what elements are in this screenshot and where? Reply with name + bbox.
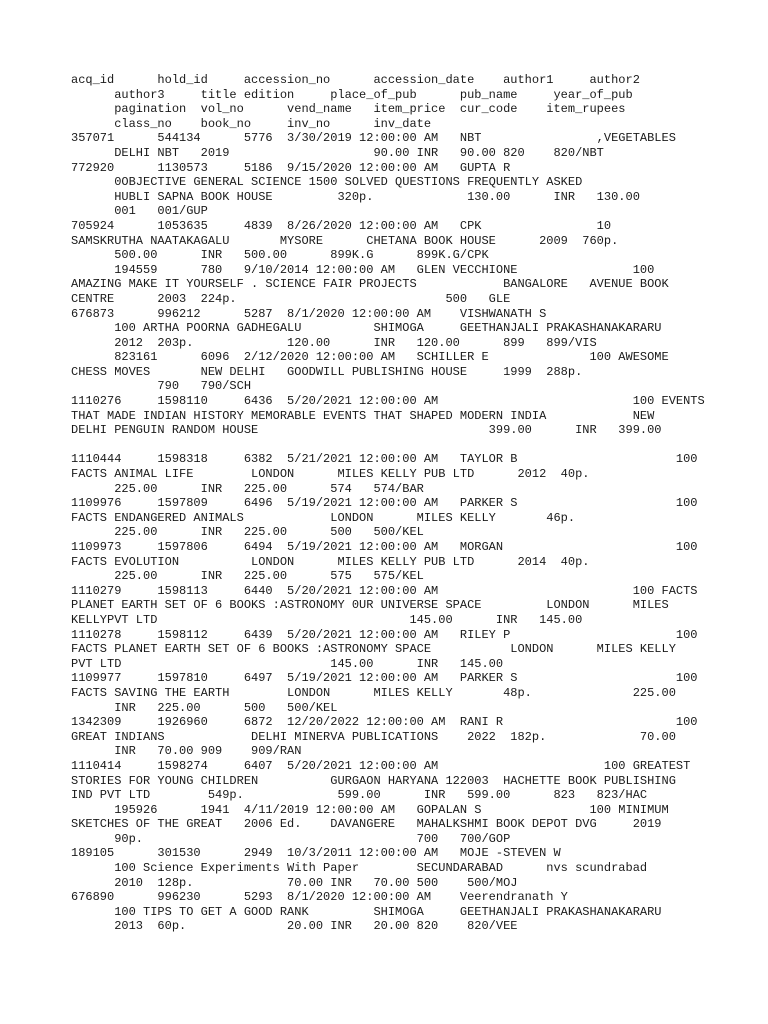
text-line: 100 TIPS TO GET A GOOD RANK SHIMOGA GEETHANJALI PRAKASHANAKARARU [71, 904, 662, 919]
text-line: SAMSKRUTHA NAATAKAGALU MYSORE CHETANA BOOK HOUSE 2009 760p. [71, 233, 619, 248]
text-line: 225.00 INR 225.00 575 575/KEL [71, 569, 424, 584]
text-line [71, 438, 751, 453]
text-line: 1110444 1598318 6382 5/21/2021 12:00:00 AM TAYLOR B 100 [71, 452, 698, 467]
text-line: 1110279 1598113 6440 5/20/2021 12:00:00 AM 100 FACTS [71, 583, 698, 598]
text-line: AMAZING MAKE IT YOURSELF . SCIENCE FAIR PROJECTS BANGALORE AVENUE BOOK [71, 277, 669, 292]
text-line: 2010 128p. 70.00 INR 70.00 500 500/MOJ [71, 875, 518, 890]
text-line: GREAT INDIANS DELHI MINERVA PUBLICATIONS 2022 182p. 70.00 [71, 729, 676, 744]
text-line: 189105 301530 2949 10/3/2011 12:00:00 AM MOJE -STEVEN W [71, 846, 561, 861]
text-line: 1110278 1598112 6439 5/20/2021 12:00:00 AM RILEY P 100 [71, 627, 698, 642]
text-line: 001 001/GUP [71, 204, 208, 219]
text-line: 90p. 700 700/GOP [71, 831, 511, 846]
text-line: DELHI NBT 2019 90.00 INR 90.00 820 820/NBT [71, 145, 604, 160]
text-line: PLANET EARTH SET OF 6 BOOKS :ASTRONOMY 0UR UNIVERSE SPACE LONDON MILES [71, 598, 669, 613]
text-line: FACTS ENDANGERED ANIMALS LONDON MILES KELLY 46p. [71, 510, 576, 525]
text-line: pagination vol_no vend_name item_price cur_code item_rupees [71, 102, 626, 117]
text-line: KELLYPVT LTD 145.00 INR 145.00 [71, 612, 583, 627]
text-line: 772920 1130573 5186 9/15/2020 12:00:00 AM GUPTA R [71, 160, 511, 175]
text-line: 500.00 INR 500.00 899K.G 899K.G/CPK [71, 248, 489, 263]
text-line: CENTRE 2003 224p. 500 GLE [71, 291, 511, 306]
text-line: author3 title edition place_of_pub pub_name year_of_pub [71, 87, 633, 102]
text-line: IND PVT LTD 549p. 599.00 INR 599.00 823 823/HAC [71, 788, 648, 803]
catalog-text-block [71, 73, 751, 934]
text-line: THAT MADE INDIAN HISTORY MEMORABLE EVENTS THAT SHAPED MODERN INDIA NEW [71, 408, 655, 423]
text-line: 225.00 INR 225.00 574 574/BAR [71, 481, 424, 496]
text-line: class_no book_no inv_no inv_date [71, 116, 432, 131]
text-line: 194559 780 9/10/2014 12:00:00 AM GLEN VECCHIONE 100 [71, 262, 655, 277]
text-line: FACTS EVOLUTION LONDON MILES KELLY PUB LTD 2014 40p. [71, 554, 590, 569]
text-line: INR 70.00 909 909/RAN [71, 744, 302, 759]
text-line: 1110414 1598274 6407 5/20/2021 12:00:00 AM 100 GREATEST [71, 758, 691, 773]
text-line: 1342309 1926960 6872 12/20/2022 12:00:00 AM RANI R 100 [71, 715, 698, 730]
text-line: SKETCHES OF THE GREAT 2006 Ed. DAVANGERE MAHALKSHMI BOOK DEPOT DVG 2019 [71, 817, 662, 832]
text-line: 0OBJECTIVE GENERAL SCIENCE 1500 SOLVED QUESTIONS FREQUENTLY ASKED [71, 175, 583, 190]
text-line: 2013 60p. 20.00 INR 20.00 820 820/VEE [71, 919, 518, 934]
text-line: FACTS SAVING THE EARTH LONDON MILES KELLY 48p. 225.00 [71, 685, 676, 700]
text-line: 1110276 1598110 6436 5/20/2021 12:00:00 AM 100 EVENTS [71, 394, 705, 409]
text-line: CHESS MOVES NEW DELHI GOODWILL PUBLISHING HOUSE 1999 288p. [71, 364, 583, 379]
text-line: STORIES FOR YOUNG CHILDREN GURGAON HARYANA 122003 HACHETTE BOOK PUBLISHING [71, 773, 676, 788]
text-line: PVT LTD 145.00 INR 145.00 [71, 656, 504, 671]
text-line: 676873 996212 5287 8/1/2020 12:00:00 AM VISHWANATH S [71, 306, 547, 321]
text-line: DELHI PENGUIN RANDOM HOUSE 399.00 INR 399.00 [71, 423, 662, 438]
text-line: 1109976 1597809 6496 5/19/2021 12:00:00 AM PARKER S 100 [71, 496, 698, 511]
text-line: FACTS ANIMAL LIFE LONDON MILES KELLY PUB LTD 2012 40p. [71, 467, 590, 482]
text-line: 1109973 1597806 6494 5/19/2021 12:00:00 AM MORGAN 100 [71, 540, 698, 554]
text-line: 100 Science Experiments With Paper SECUNDARABAD nvs scundrabad [71, 861, 648, 876]
text-line: 705924 1053635 4839 8/26/2020 12:00:00 AM CPK 10 [71, 218, 612, 233]
text-line: 225.00 INR 225.00 500 500/KEL [71, 525, 424, 540]
text-line: 2012 203p. 120.00 INR 120.00 899 899/VIS [71, 335, 597, 350]
text-line: 1109977 1597810 6497 5/19/2021 12:00:00 AM PARKER S 100 [71, 671, 698, 686]
text-line: HUBLI SAPNA BOOK HOUSE 320p. 130.00 INR 130.00 [71, 189, 640, 204]
text-line: FACTS PLANET EARTH SET OF 6 BOOKS :ASTRONOMY SPACE LONDON MILES KELLY [71, 642, 676, 657]
text-line: 195926 1941 4/11/2019 12:00:00 AM GOPALAN S 100 MINIMUM [71, 802, 669, 817]
text-line: 790 790/SCH [71, 379, 252, 394]
text-line: 823161 6096 2/12/2020 12:00:00 AM SCHILLER E 100 AWESOME [71, 350, 669, 365]
text-line: acq_id hold_id accession_no accession_date author1 author2 [71, 73, 640, 87]
text-line: INR 225.00 500 500/KEL [71, 700, 338, 715]
text-line: 676890 996230 5293 8/1/2020 12:00:00 AM Veerendranath Y [71, 890, 568, 905]
text-line: 100 ARTHA POORNA GADHEGALU SHIMOGA GEETHANJALI PRAKASHANAKARARU [71, 321, 662, 336]
text-line: 357071 544134 5776 3/30/2019 12:00:00 AM NBT ,VEGETABLES [71, 131, 676, 146]
